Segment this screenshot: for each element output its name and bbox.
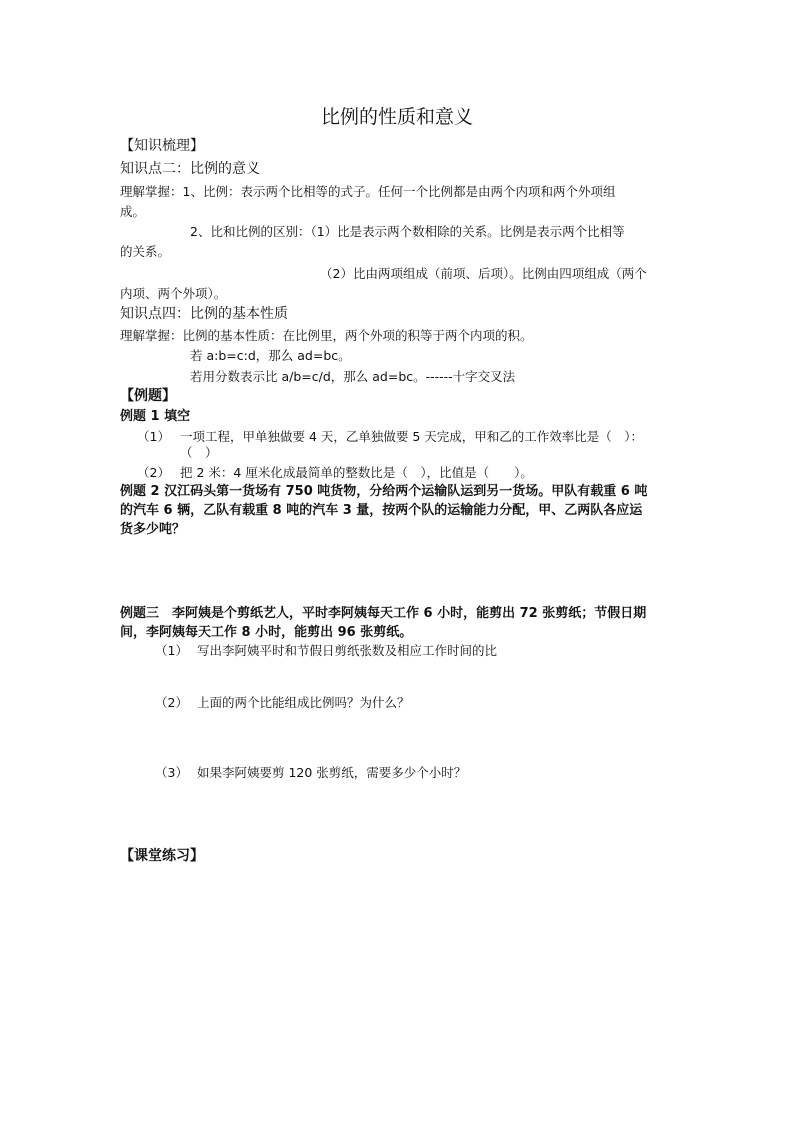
example-1-question-2-text: 把 2 米：4 厘米化成最简单的整数比是（ ），比值是（ ）。 (180, 465, 533, 480)
example-2-line-2: 的汽车 6 辆，乙队有载重 8 吨的汽车 3 量，按两个队的运输能力分配，甲、乙两队各应运 (120, 503, 643, 518)
knowledge-point-2-title: 知识点二：比例的意义 (120, 161, 260, 177)
example-3-line-2: 间，李阿姨每天工作 8 小时，能剪出 96 张剪纸。 (120, 625, 413, 640)
example-1-question-1-text: 一项工程，甲单独做要 4 天，乙单独做要 5 天完成，甲和乙的工作效率比是（ ）： (180, 429, 644, 444)
example-3-question-2-text: 上面的两个比能组成比例吗？为什么？ (197, 695, 410, 710)
example-3-question-1-text: 写出李阿姨平时和节假日剪纸张数及相应工作时间的比 (197, 643, 498, 658)
practice-header: 【课堂练习】 (120, 848, 204, 864)
knowledge-point-4-line-3: 若用分数表示比 a/b=c/d，那么 ad=bc。------十字交叉法 (190, 369, 516, 384)
knowledge-point-4-title: 知识点四：比例的基本性质 (120, 306, 288, 322)
example-3-question-1-number: （1） (155, 643, 188, 658)
knowledge-point-4-line-2: 若 a:b=c:d，那么 ad=bc。 (190, 348, 351, 363)
knowledge-point-2-line-3: 2、比和比例的区别：（1）比是表示两个数相除的关系。比例是表示两个比相等 (190, 224, 625, 239)
example-3-question-3-number: （3） (155, 765, 188, 780)
knowledge-point-2-line-2: 成。 (120, 204, 146, 219)
example-1-question-2-number: （2） (137, 465, 170, 480)
example-3-line-1: 例题三 李阿姨是个剪纸艺人，平时李阿姨每天工作 6 小时，能剪出 72 张剪纸；节假日期 (120, 606, 647, 621)
knowledge-header: 【知识梳理】 (120, 138, 204, 154)
example-2-line-3: 货多少吨？ (120, 522, 186, 537)
example-3-question-2-number: （2） (155, 695, 188, 710)
example-1-title: 例题 1 填空 (120, 409, 191, 424)
example-1-question-1-number: （1） (137, 429, 170, 444)
knowledge-point-2-line-6: 内项、两个外项）。 (120, 286, 227, 301)
example-3-question-3-text: 如果李阿姨要剪 120 张剪纸，需要多少个小时？ (197, 765, 467, 780)
knowledge-point-2-line-5: （2）比由两项组成（前项、后项）。比例由四项组成（两个 (320, 266, 647, 281)
examples-header: 【例题】 (120, 388, 176, 404)
example-2-line-1: 例题 2 汉江码头第一货场有 750 吨货物，分给两个运输队运到另一货场。甲队有载重 6 吨 (120, 484, 648, 499)
knowledge-point-4-line-1: 理解掌握：比例的基本性质：在比例里，两个外项的积等于两个内项的积。 (120, 328, 533, 343)
knowledge-point-2-line-4: 的关系。 (120, 244, 171, 259)
knowledge-point-2-line-1: 理解掌握：1、比例：表示两个比相等的式子。任何一个比例都是由两个内项和两个外项组 (120, 184, 616, 199)
example-1-question-1-continuation: （ ） (180, 445, 218, 460)
page-title: 比例的性质和意义 (320, 106, 473, 128)
